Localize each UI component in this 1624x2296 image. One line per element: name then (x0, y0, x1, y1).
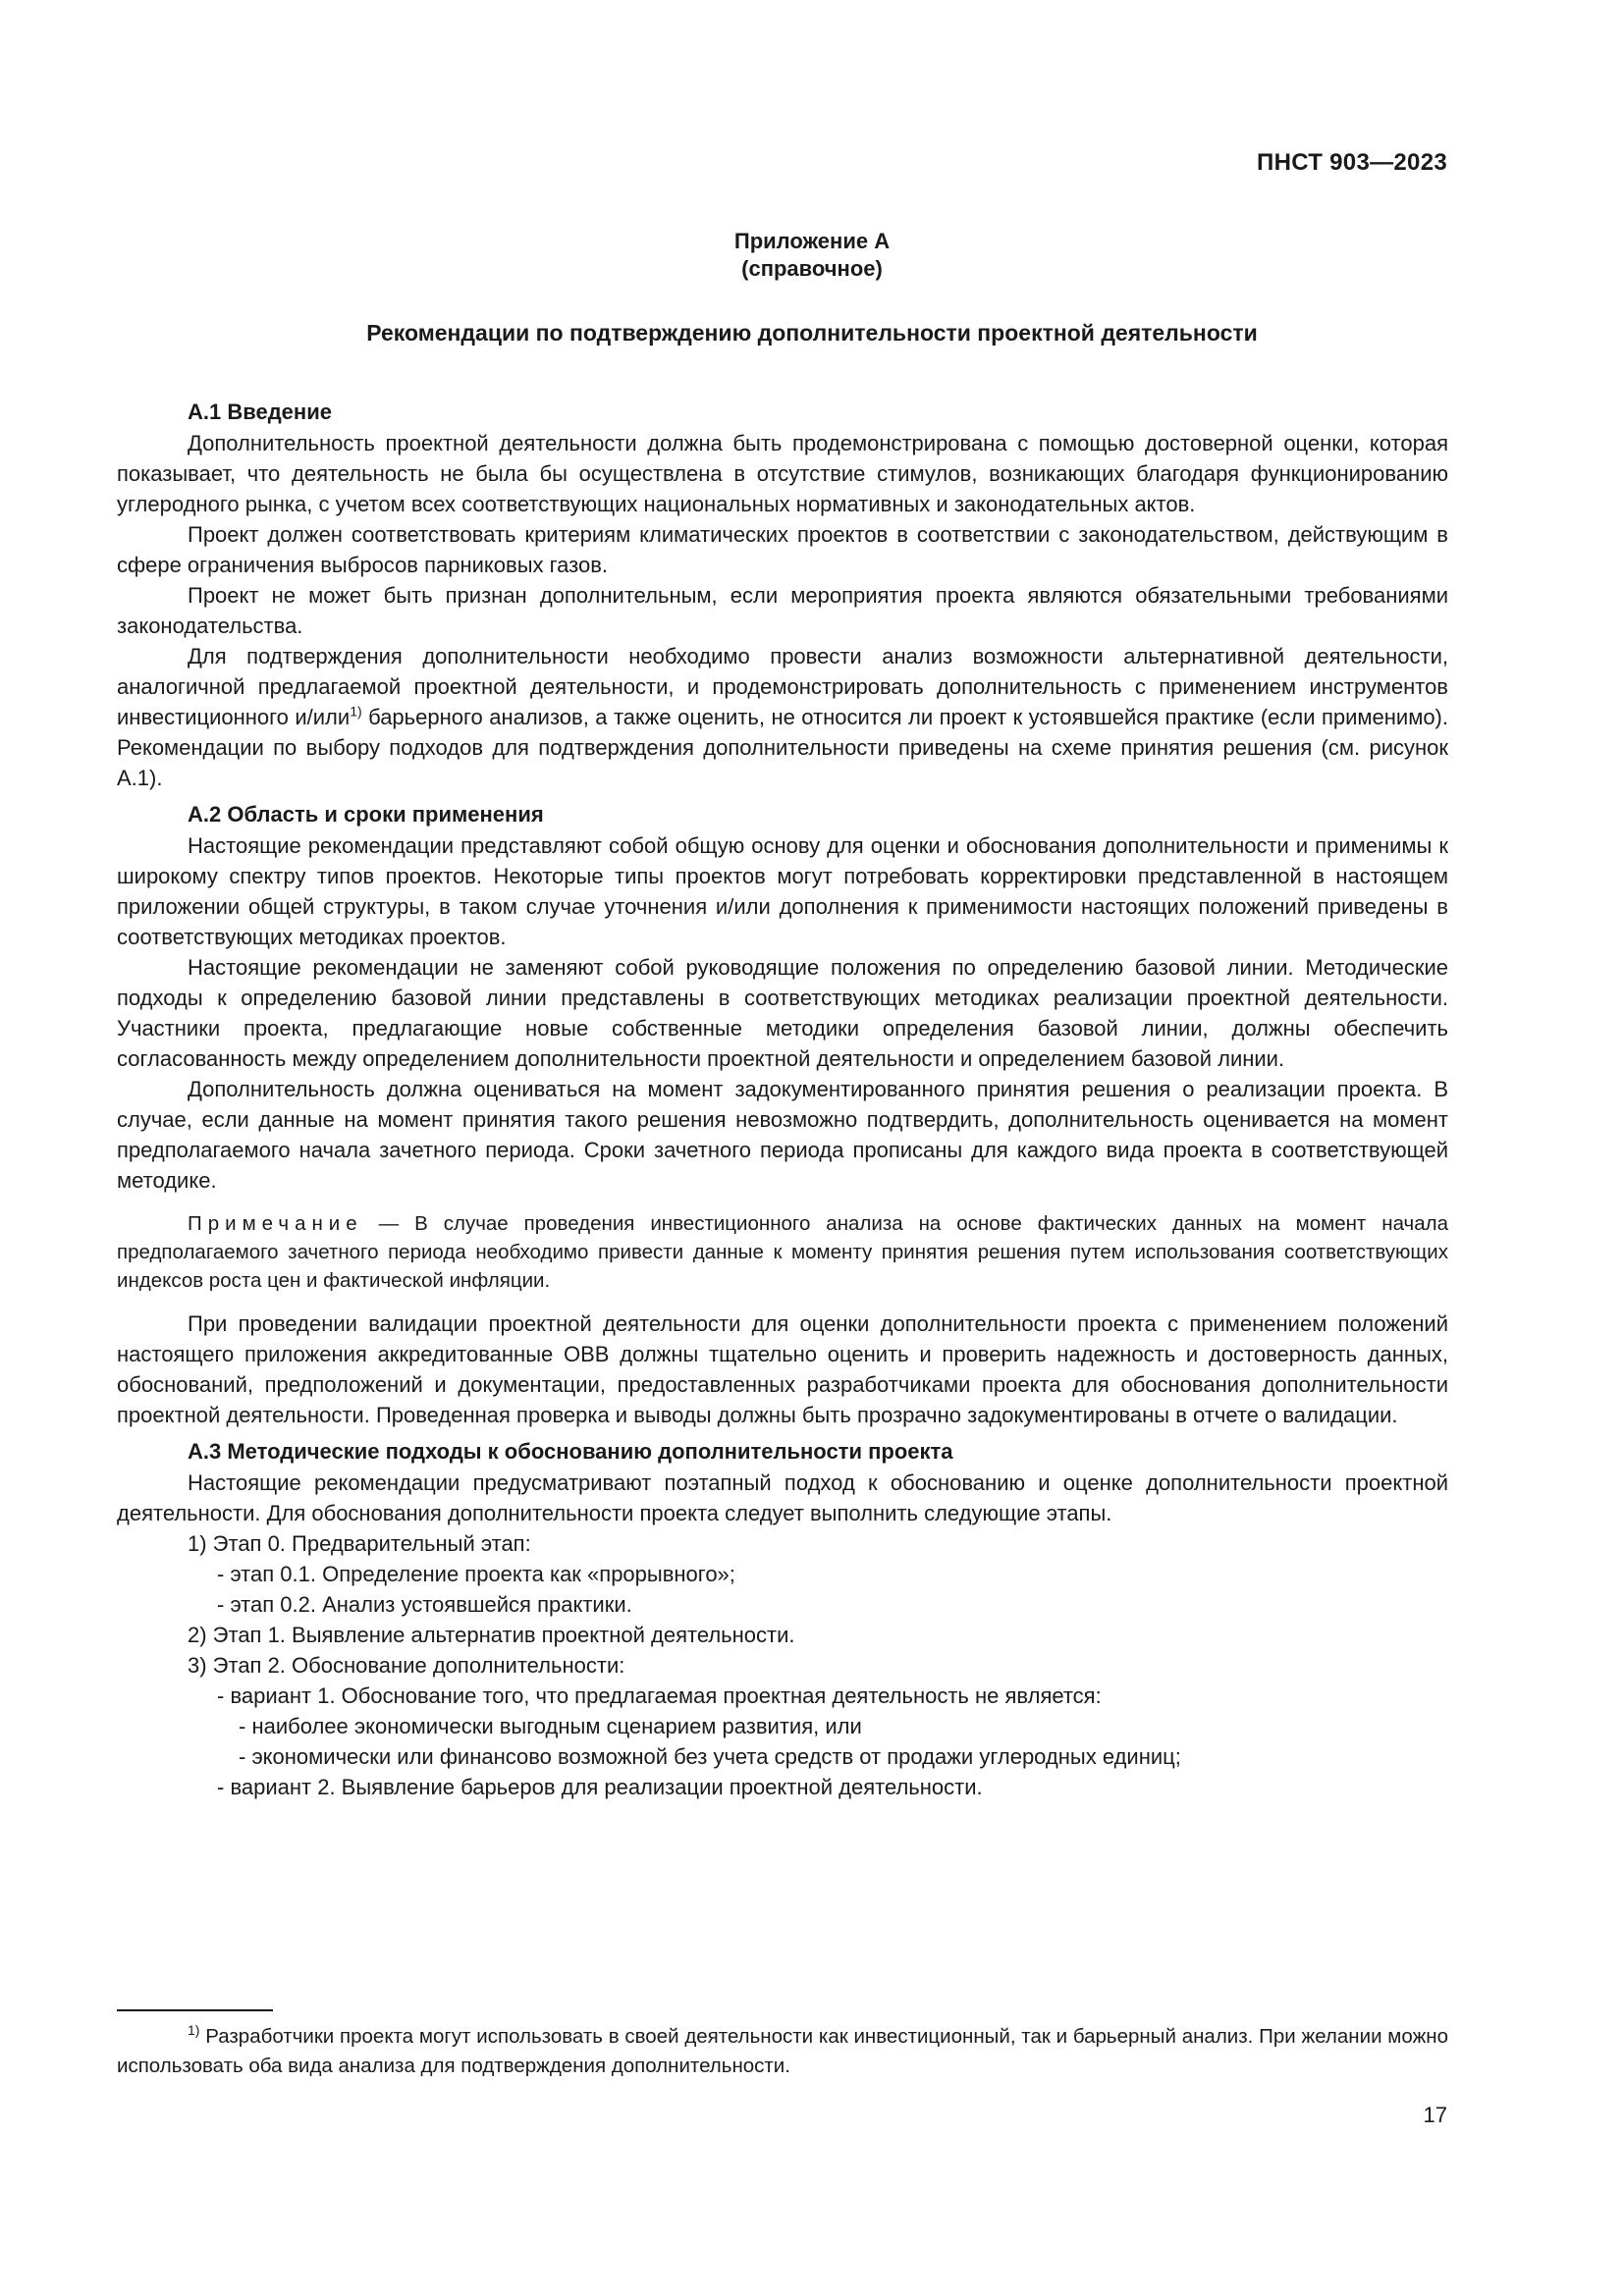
footnote-text: Разработчики проекта могут использовать в своей деятельности как инвестиционный, так и барьерный анализ. При желании можно использовать оба вида анализа для подтверждения дополнительности. (117, 2025, 1448, 2077)
section-a2-paragraph-4: При проведении валидации проектной деятельности для оценки дополнительности проекта с применением положений настоящего приложения аккредитованные ОВВ должны тщательно оценить и проверить надежность и достоверность данных, обоснований, предположений и документации, предоставленных разработчиками проекта для обоснования дополнительности проектной деятельности. Проведенная проверка и выводы должны быть прозрачно задокументированы в отчете о валидации. (117, 1311, 1448, 1427)
section-a3-paragraph-1: Настоящие рекомендации предусматривают поэтапный подход к обоснованию и оценке дополнительности проектной деятельности. Для обоснования дополнительности проекта следует выполнить следующие этапы. (117, 1470, 1448, 1525)
annex-title: Приложение А (733, 229, 891, 253)
paragraph-text: барьерного анализов, а также оценить, не относится ли проект к устоявшейся практике (если применимо). Рекомендации по выбору подходов для подтверждения дополнительности приведены на схеме принятия решения (см. рисунок А.1). (117, 705, 1448, 790)
section-a2-paragraph-2: Настоящие рекомендации не заменяют собой руководящие положения по определению базовой линии. Методические подходы к определению базовой линии представлены в соответствующих методиках реализации проектной деятельности. Участники проекта, предлагающие новые собственные методики определения базовой линии, должны обеспечить согласованность между определением дополнительности проектной деятельности и определением базовой линии. (117, 955, 1448, 1071)
footnote-reference: 1) (350, 703, 362, 720)
list-item: - наиболее экономически выгодным сценарием развития, или (239, 1714, 862, 1738)
list-item: 3) Этап 2. Обоснование дополнительности: (188, 1653, 625, 1678)
list-item: - вариант 1. Обоснование того, что предлагаемая проектная деятельность не является: (217, 1683, 1102, 1708)
list-item: 2) Этап 1. Выявление альтернатив проектной деятельности. (188, 1623, 795, 1647)
section-a1-paragraph-2: Проект должен соответствовать критериям климатических проектов в соответствии с законодательством, действующим в сфере ограничения выбросов парниковых газов. (117, 522, 1448, 577)
footnote (117, 2022, 1448, 2081)
document-code: ПНСТ 903—2023 (1257, 149, 1447, 176)
section-a1-paragraph-4 (117, 641, 1448, 793)
section-a3-title: А.3 Методические подходы к обоснованию дополнительности проекта (188, 1439, 953, 1464)
section-a2-note (117, 1209, 1448, 1295)
main-heading: Рекомендации по подтверждению дополнительности проектной деятельности (366, 320, 1258, 346)
footnote-marker: 1) (188, 2022, 200, 2039)
list-item: - экономически или финансово возможной без учета средств от продажи углеродных единиц; (239, 1744, 1181, 1769)
annex-title-block (0, 228, 1624, 283)
list-item: - вариант 2. Выявление барьеров для реализации проектной деятельности. (217, 1775, 983, 1799)
section-a2-paragraph-1: Настоящие рекомендации представляют собой общую основу для оценки и обоснования дополнительности и применимы к широкому спектру типов проектов. Некоторые типы проектов могут потребовать корректировки представленной в настоящем приложении общей структуры, в таком случае уточнения и/или дополнения к применимости настоящих положений приведены в соответствующих методиках проектов. (117, 833, 1448, 949)
list-item: 1) Этап 0. Предварительный этап: (188, 1531, 531, 1556)
note-label: Примечание (188, 1212, 363, 1235)
list-item: - этап 0.1. Определение проекта как «прорывного»; (217, 1562, 735, 1586)
section-a1-paragraph-3: Проект не может быть признан дополнительным, если мероприятия проекта являются обязательными требованиями законодательства. (117, 583, 1448, 638)
document-body (117, 397, 1448, 1802)
list-item: - этап 0.2. Анализ устоявшейся практики. (217, 1592, 632, 1617)
section-a1-paragraph-1: Дополнительность проектной деятельности должна быть продемонстрирована с помощью достоверной оценки, которая показывает, что деятельность не была бы осуществлена в отсутствие стимулов, возникающих благодаря функционированию углеродного рынка, с учетом всех соответствующих национальных нормативных и законодательных актов. (117, 431, 1448, 516)
section-a2-paragraph-3: Дополнительность должна оцениваться на момент задокументированного принятия решения о реализации проекта. В случае, если данные на момент принятия такого решения невозможно подтвердить, дополнительность оценивается на момент предполагаемого начала зачетного периода. Сроки зачетного периода прописаны для каждого вида проекта в соответствующей методике. (117, 1077, 1448, 1193)
paragraph-text: Для подтверждения дополнительности необходимо провести анализ возможности альтернативной деятельности, аналогичной предлагаемой проектной деятельности, и продемонстрировать дополнительность с применением инструментов инвестиционного и/или (117, 644, 1448, 729)
annex-subtitle: (справочное) (741, 256, 883, 281)
note-text: — В случае проведения инвестиционного анализа на основе фактических данных на момент начала предполагаемого зачетного периода необходимо привести данные к моменту принятия решения путем использования соответствующих индексов роста цен и фактической инфляции. (117, 1212, 1448, 1292)
page-number: 17 (1423, 2103, 1447, 2127)
footnote-separator (117, 2009, 273, 2011)
section-a2-title: А.2 Область и сроки применения (188, 802, 544, 827)
section-a1-title: А.1 Введение (188, 400, 332, 424)
